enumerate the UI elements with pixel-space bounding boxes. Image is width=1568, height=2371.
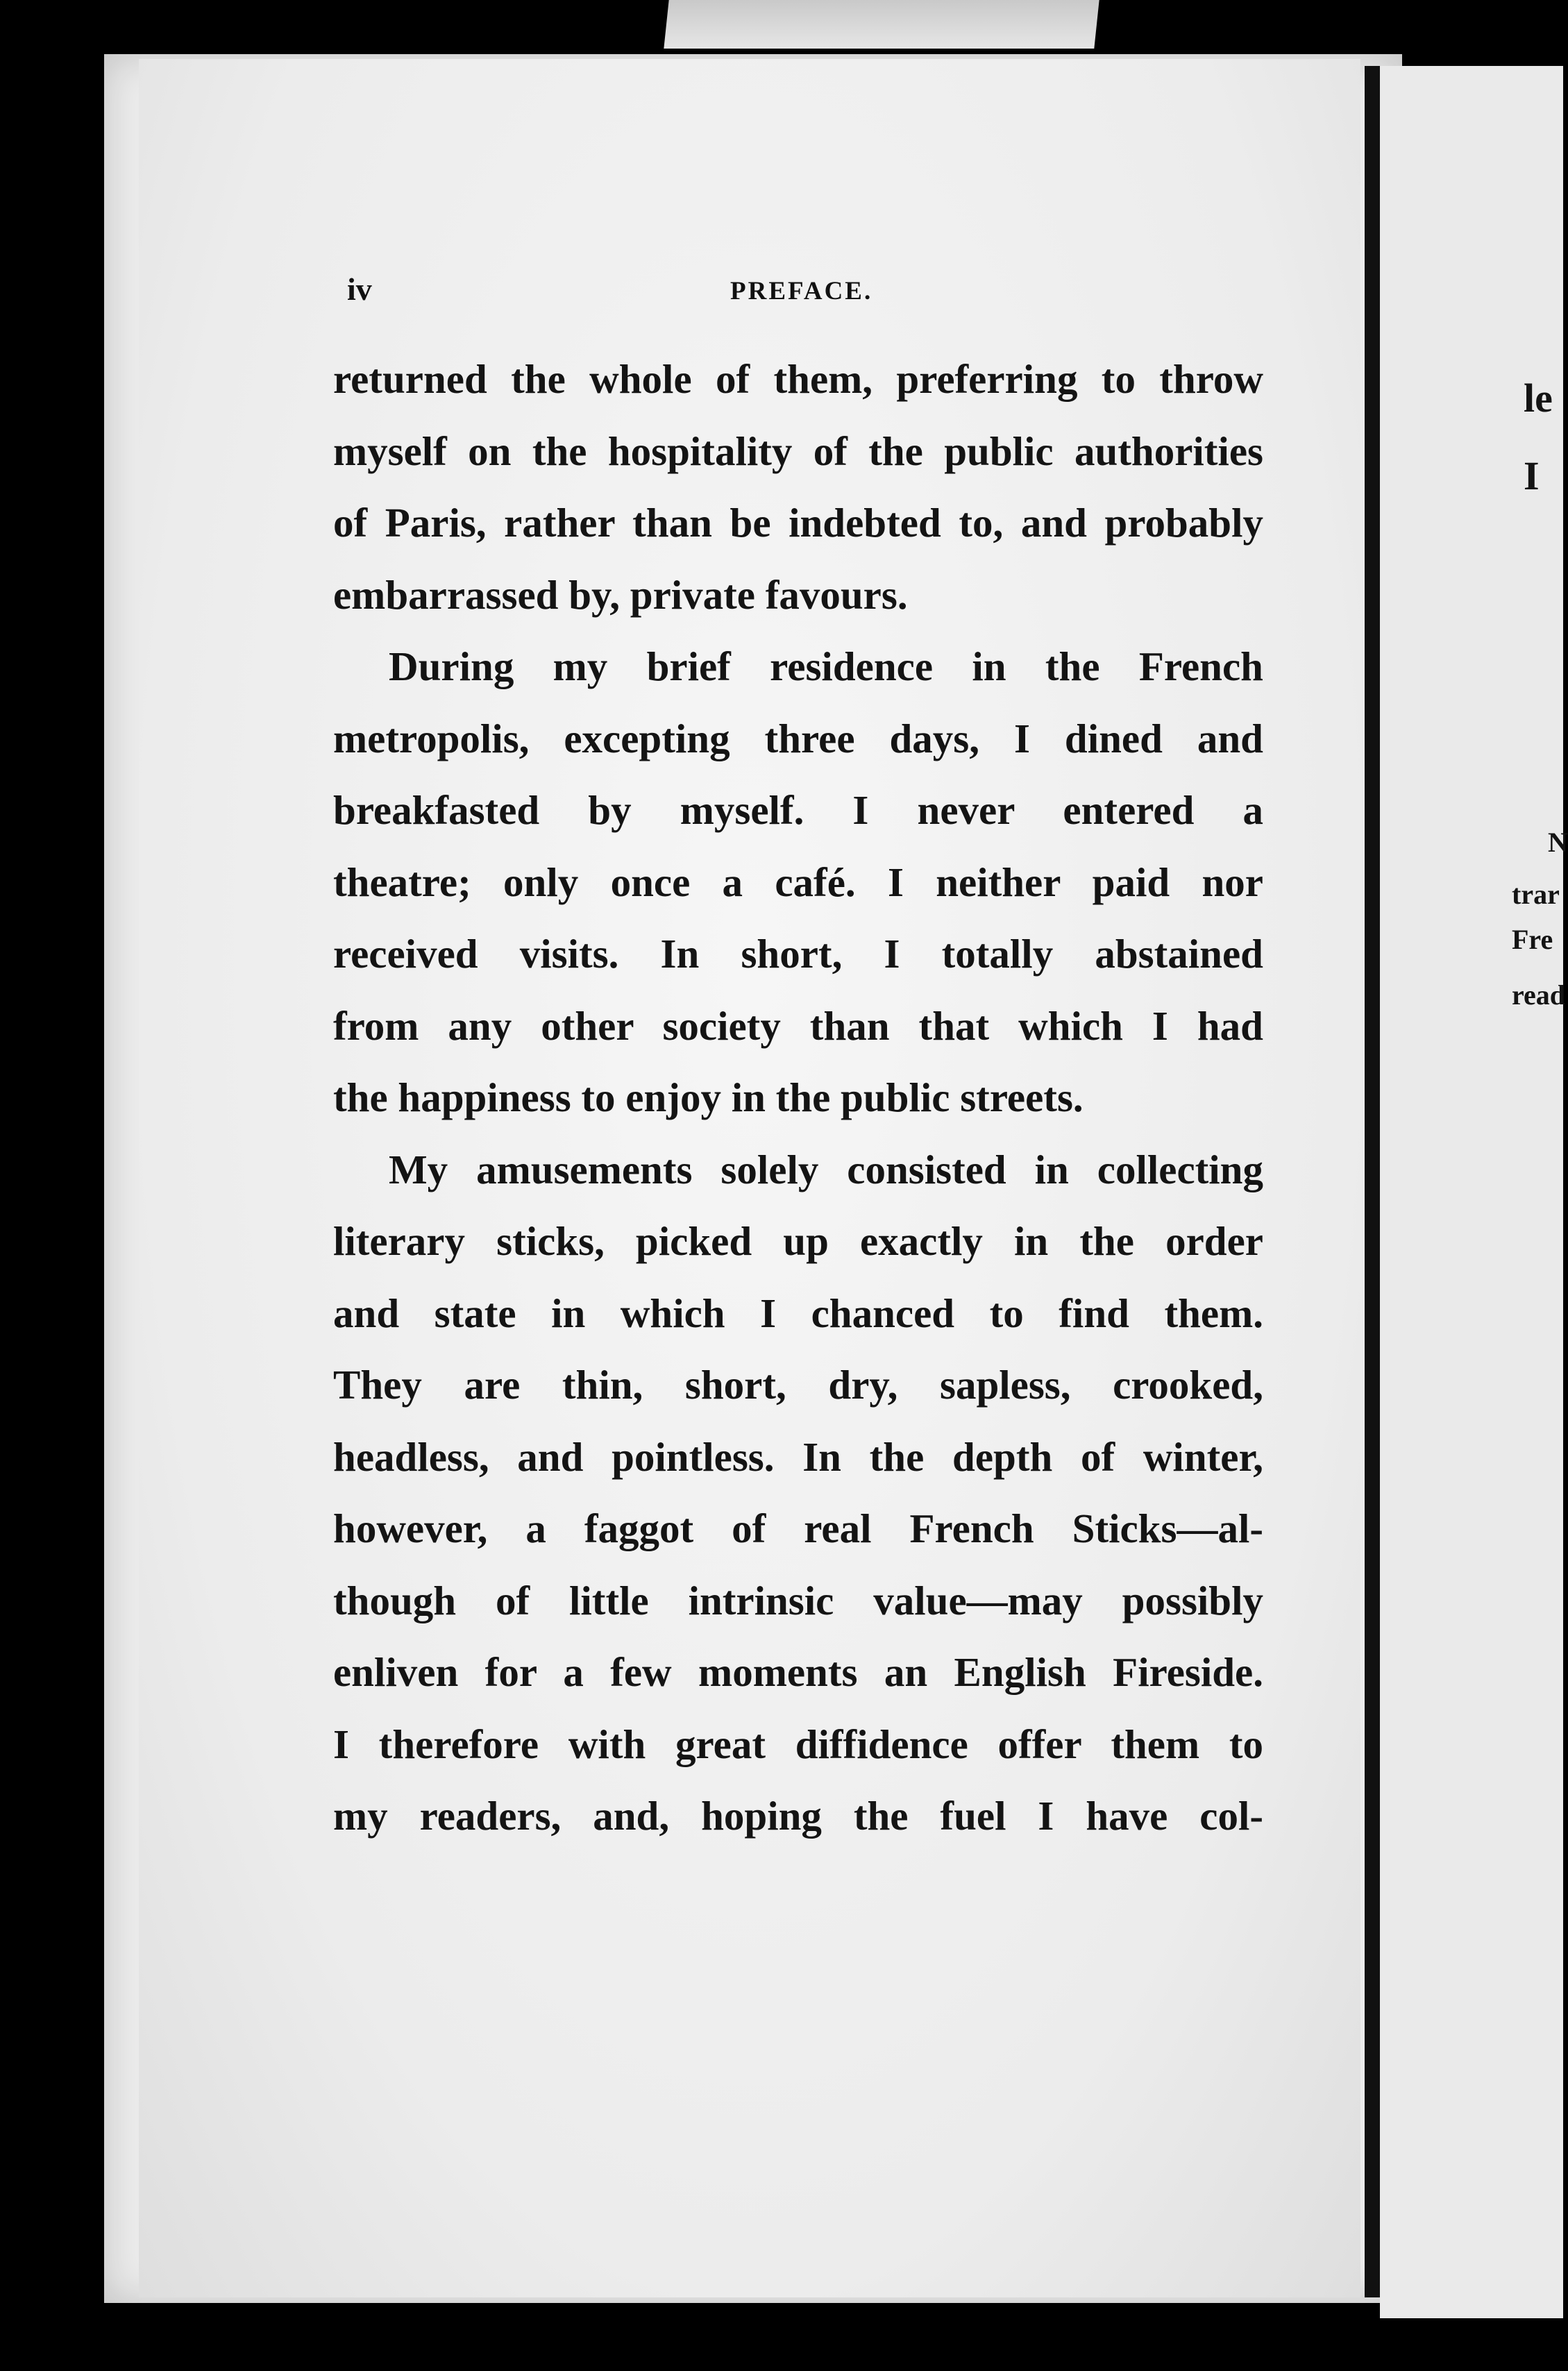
text-line: received visits. In short, I totally abstained bbox=[333, 931, 1263, 977]
text-line: embarrassed by, private favours. bbox=[333, 571, 908, 618]
text-line: They are thin, short, dry, sapless, crooked, bbox=[333, 1362, 1263, 1408]
text-line: enliven for a few moments an English Fireside. bbox=[333, 1649, 1263, 1695]
paper-tab bbox=[664, 0, 1099, 49]
text-line: returned the whole of them, preferring to throw bbox=[333, 356, 1263, 402]
text-line: the happiness to enjoy in the public streets. bbox=[333, 1074, 1084, 1120]
body-text bbox=[333, 344, 1263, 1853]
text-line: my readers, and, hoping the fuel I have col- bbox=[333, 1793, 1263, 1839]
page-number: iv bbox=[347, 271, 372, 307]
text-line: and state in which I chanced to find them. bbox=[333, 1290, 1263, 1336]
right-page-fragment: trar bbox=[1512, 879, 1560, 910]
text-line: though of little intrinsic value—may possibly bbox=[333, 1577, 1263, 1623]
text-line: metropolis, excepting three days, I dined and bbox=[333, 715, 1263, 761]
text-line: however, a faggot of real French Sticks—al- bbox=[333, 1505, 1263, 1551]
text-line: During my brief residence in the French bbox=[389, 643, 1263, 689]
right-page-fragment: N bbox=[1548, 827, 1568, 858]
text-line: myself on the hospitality of the public authorities bbox=[333, 428, 1263, 474]
text-line: My amusements solely consisted in collecting bbox=[389, 1146, 1263, 1192]
text-line: breakfasted by myself. I never entered a bbox=[333, 787, 1263, 833]
text-line: headless, and pointless. In the depth of winter, bbox=[333, 1433, 1263, 1480]
text-line: theatre; only once a café. I neither paid nor bbox=[333, 859, 1263, 905]
text-line: of Paris, rather than be indebted to, and probably bbox=[333, 500, 1263, 546]
book-gutter bbox=[1365, 66, 1380, 2297]
text-line: from any other society than that which I had bbox=[333, 1002, 1263, 1049]
right-page-fragment: Fre bbox=[1512, 924, 1553, 955]
right-page-fragment: read bbox=[1512, 979, 1566, 1011]
text-line: I therefore with great diffidence offer them to bbox=[333, 1721, 1263, 1767]
running-head: PREFACE. bbox=[730, 277, 873, 305]
page-header bbox=[347, 271, 1270, 319]
right-page-fragment: le bbox=[1524, 376, 1553, 421]
text-line: literary sticks, picked up exactly in the order bbox=[333, 1218, 1263, 1264]
right-page-fragment: I bbox=[1524, 453, 1540, 498]
